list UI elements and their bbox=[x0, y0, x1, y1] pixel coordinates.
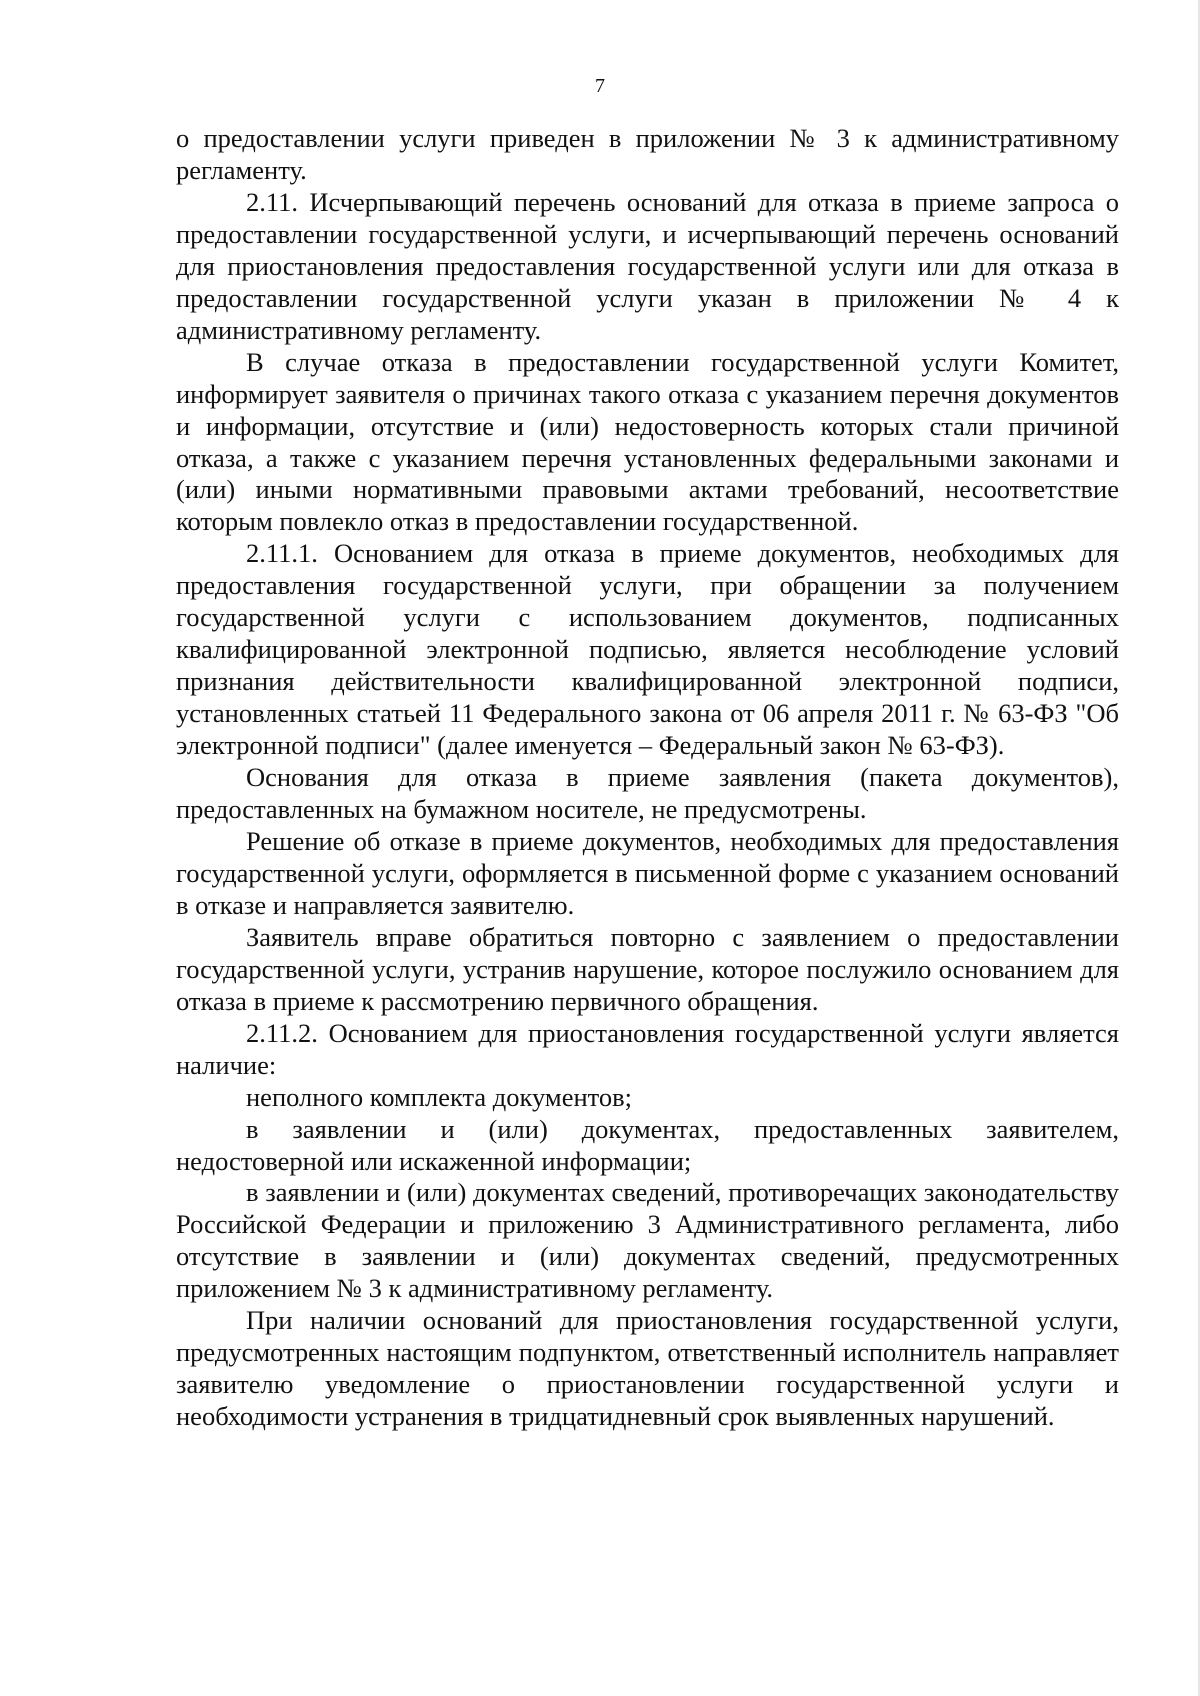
paragraph-paper-grounds: Основания для отказа в приеме заявления (пакета документов), предоставленных на бумажном носителе, не предусмотрены. bbox=[176, 762, 1119, 825]
paragraph-1: о предоставлении услуги приведен в приложении № 3 к административному регламенту. bbox=[176, 123, 1119, 185]
paragraph-refusal-decision: Решение об отказе в приеме документов, необходимых для предоставления государственной услуги, оформляется в письменной форме с указанием оснований в отказе и направляется заявителю. bbox=[176, 825, 1119, 920]
paragraph-refusal-notice: В случае отказа в предоставлении государственной услуги Комитет, информирует заявителя о причинах такого отказа с указанием перечня документов и информации, отсутствие и (или) недостоверность которых стали причиной отказа, а также с указанием перечня установленных федеральными законами и (или) иными нормативными правовыми актами требований, несоответствие которым повлекло отказ в предоставлении государственной. bbox=[176, 346, 1119, 537]
list-item-false-info: в заявлении и (или) документах, предоставленных заявителем, недостоверной или искаженной информации; bbox=[176, 1113, 1119, 1176]
list-item-incomplete-set: неполного комплекта документов; bbox=[246, 1081, 632, 1112]
paragraph-2-11: 2.11. Исчерпывающий перечень оснований для отказа в приеме запроса о предоставлении государственной услуги, и исчерпывающий перечень оснований для приостановления предоставления государственной услуги или для отказа в предоставлении государственной услуги указан в приложении № 4 к административному регламенту. bbox=[176, 186, 1119, 345]
paragraph-reapply: Заявитель вправе обратиться повторно с заявлением о предоставлении государственной услуги, устранив нарушение, которое послужило основанием для отказа в приеме к рассмотрению первичного обращения. bbox=[176, 921, 1119, 1016]
list-item-contradicting-info: в заявлении и (или) документах сведений, противоречащих законодательству Российской Федерации и приложению 3 Административного регламента, либо отсутствие в заявлении и (или) документах сведений, предусмотренных приложением № 3 к административному регламенту. bbox=[176, 1177, 1119, 1304]
paragraph-2-11-1: 2.11.1. Основанием для отказа в приеме документов, необходимых для предоставления государственной услуги, при обращении за получением государственной услуги с использованием документов, подписанных квалифицированной электронной подписью, является несоблюдение условий признания действительности квалифицированной электронной подписи, установленных статьей 11 Федерального закона от 06 апреля 2011 г. № 63-ФЗ "Об электронной подписи" (далее именуется – Федеральный закон № 63-ФЗ). bbox=[176, 538, 1119, 761]
body-text bbox=[176, 123, 1119, 1433]
paragraph-2-11-2: 2.11.2. Основанием для приостановления государственной услуги является наличие: bbox=[176, 1017, 1119, 1080]
page-number: 7 bbox=[595, 75, 605, 97]
paragraph-suspension-notice: При наличии оснований для приостановления государственной услуги, предусмотренных настоящим подпунктом, ответственный исполнитель направляет заявителю уведомление о приостановлении государственной услуги и необходимости устранения в тридцатидневный срок выявленных нарушений. bbox=[176, 1305, 1119, 1432]
